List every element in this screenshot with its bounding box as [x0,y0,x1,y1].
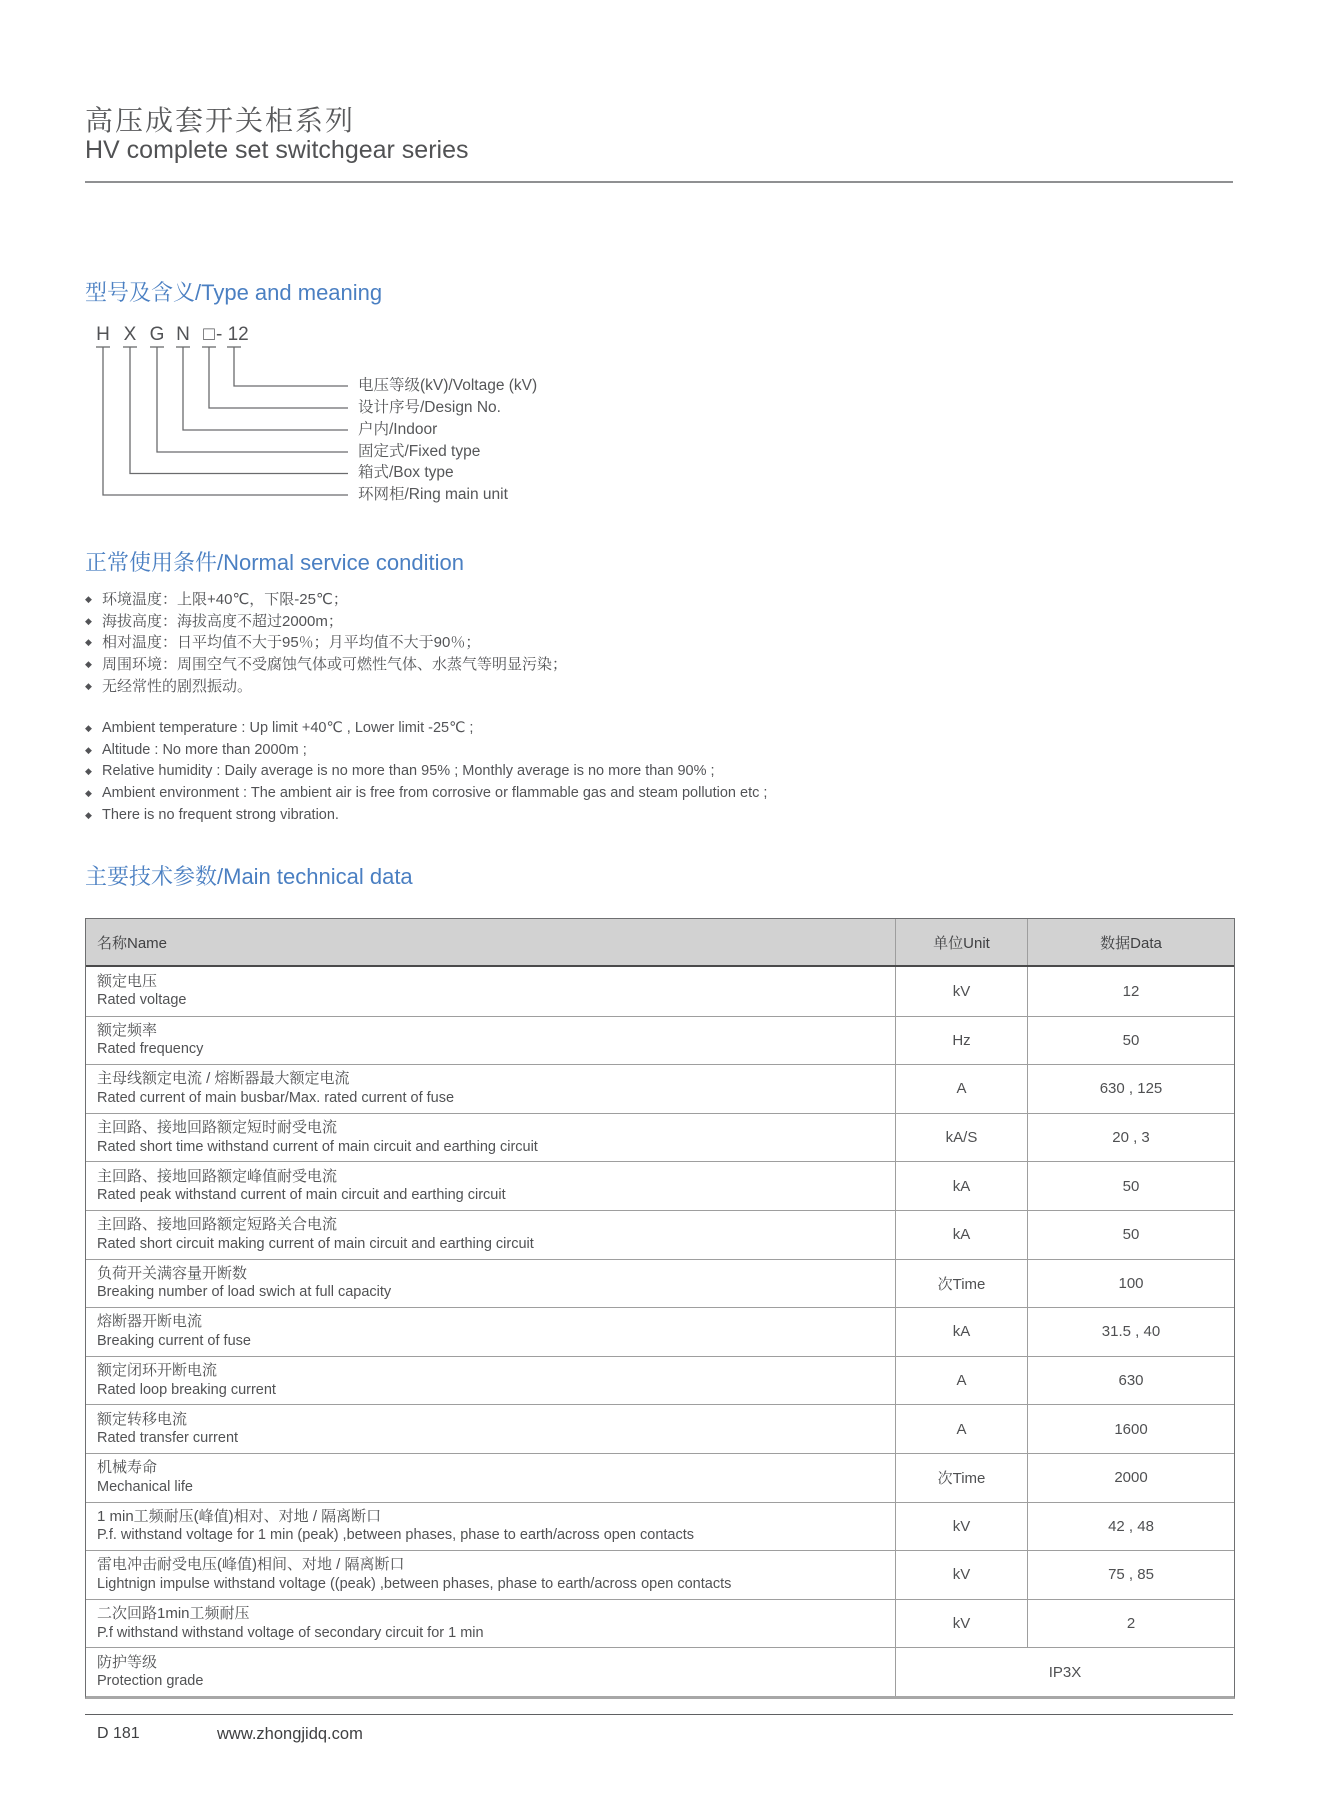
row-value: 100 [1027,1260,1234,1308]
table-row [86,1113,1234,1162]
bullet-item-en: ◆ Relative humidity : Daily average is no more than 95% ; Monthly average is no more than 90% ; [85,761,767,783]
row-unit: kA [895,1162,1027,1210]
row-name-en: Breaking number of load swich at full capacity [97,1284,392,1301]
model-letter-square: □ [203,325,215,345]
table-row [86,1161,1234,1210]
row-name-zh: 额定转移电流 [97,1410,188,1428]
bullet-item-en: ◆ Ambient environment : The ambient air is free from corrosive or flammable gas and steam pollution etc ; [85,783,767,805]
service-conditions-en [85,718,767,827]
row-name-zh: 主母线额定电流 / 熔断器最大额定电流 [97,1070,350,1088]
row-unit: kV [895,1600,1027,1648]
row-value: 50 [1027,1017,1234,1065]
row-name-zh: 主回路、接地回路额定短时耐受电流 [97,1119,338,1137]
section-heading-service-condition: 正常使用条件/Normal service condition [85,550,464,575]
table-row-protection-grade [86,1647,1234,1696]
row-name-en: Rated loop breaking current [97,1381,276,1398]
row-name-zh: 雷电冲击耐受电压(峰值)相间、对地 / 隔离断口 [97,1556,405,1574]
row-unit: Hz [895,1017,1027,1065]
table-row [86,1404,1234,1453]
page-title-en: HV complete set switchgear series [85,136,469,164]
row-name-en: Rated short time withstand current of main circuit and earthing circuit [97,1138,538,1155]
row-name-en: Rated frequency [97,1041,204,1058]
row-name-en: Rated voltage [97,992,187,1009]
section-heading-technical-data: 主要技术参数/Main technical data [85,864,413,889]
table-row [86,967,1234,1016]
bullet-item-zh: ◆ 周围环境：周围空气不受腐蚀气体或可燃性气体、水蒸气等明显污染； [85,654,567,676]
table-row [86,1356,1234,1405]
row-value: 42 , 48 [1027,1503,1234,1551]
bullet-item-en: ◆ Ambient temperature : Up limit +40℃ , Lower limit -25℃ ; [85,718,767,740]
row-name-en: Protection grade [97,1673,204,1690]
header-divider [85,181,1233,183]
table-row [86,1064,1234,1113]
row-unit: 次Time [895,1454,1027,1502]
model-label-design-no: 设计序号/Design No. [358,399,501,416]
model-connector-lines [96,347,348,495]
row-name-en: Rated peak withstand current of main circuit and earthing circuit [97,1187,506,1204]
column-header-data: 数据Data [1027,919,1234,965]
service-conditions-zh [85,589,567,698]
row-value: 20 , 3 [1027,1114,1234,1162]
row-unit: kV [895,967,1027,1016]
row-unit: A [895,1065,1027,1113]
row-name-en: Breaking current of fuse [97,1332,251,1349]
model-letter-g: G [149,325,165,345]
table-row [86,1599,1234,1648]
row-name-zh: 额定闭环开断电流 [97,1362,218,1380]
row-unit: kA/S [895,1114,1027,1162]
table-row [86,1307,1234,1356]
model-label-box: 箱式/Box type [358,464,454,481]
row-name-zh: 二次回路1min工频耐压 [97,1605,250,1623]
row-name-en: P.f. withstand voltage for 1 min (peak) ,between phases, phase to earth/across open contacts [97,1527,694,1544]
row-unit: kA [895,1211,1027,1259]
row-name-zh: 1 min工频耐压(峰值)相对、对地 / 隔离断口 [97,1507,382,1525]
row-unit: kV [895,1503,1027,1551]
table-row [86,1210,1234,1259]
row-value: 12 [1027,967,1234,1016]
row-value: 630 [1027,1357,1234,1405]
row-unit: 次Time [895,1260,1027,1308]
row-unit: A [895,1405,1027,1453]
model-letter-n: N [176,325,190,345]
bullet-item-zh: ◆ 无经常性的剧烈振动。 [85,676,567,698]
row-value: 75 , 85 [1027,1551,1234,1599]
bullet-item-zh: ◆ 环境温度：上限+40℃，下限-25℃； [85,589,567,611]
row-name-zh: 额定电压 [97,972,158,990]
table-row [86,1550,1234,1599]
row-value: 2 [1027,1600,1234,1648]
footer-divider [85,1714,1233,1715]
row-value: 630 , 125 [1027,1065,1234,1113]
column-header-unit: 单位Unit [895,919,1027,965]
row-name-zh: 主回路、接地回路额定峰值耐受电流 [97,1167,338,1185]
model-label-ring-main: 环网柜/Ring main unit [358,486,508,503]
table-row [86,1453,1234,1502]
row-value: 50 [1027,1162,1234,1210]
row-name-zh: 机械寿命 [97,1459,158,1477]
row-name-en: Rated short circuit making current of main circuit and earthing circuit [97,1235,534,1252]
bullet-item-zh: ◆ 海拔高度：海拔高度不超过2000m； [85,611,567,633]
model-suffix-12: - 12 [216,325,249,345]
row-unit: A [895,1357,1027,1405]
bullet-item-en: ◆ Altitude : No more than 2000m ; [85,740,767,762]
row-name-en: Lightnign impulse withstand voltage ((peak) ,between phases, phase to earth/across open contacts [97,1575,732,1592]
row-value: 50 [1027,1211,1234,1259]
model-label-voltage: 电压等级(kV)/Voltage (kV) [358,377,538,394]
model-letter-x: X [123,325,137,345]
section-heading-type-meaning: 型号及含义/Type and meaning [85,280,383,305]
model-label-indoor: 户内/Indoor [358,421,438,438]
table-row [86,1259,1234,1308]
row-value: 1600 [1027,1405,1234,1453]
table-row [86,1502,1234,1551]
row-unit: kV [895,1551,1027,1599]
row-name-zh: 熔断器开断电流 [97,1313,203,1331]
model-letter-h: H [96,325,110,345]
bullet-item-en: ◆ There is no frequent strong vibration. [85,805,767,827]
column-header-name: 名称Name [97,934,168,952]
row-name-zh: 负荷开关满容量开断数 [97,1264,248,1282]
table-row [86,1016,1234,1065]
row-name-en: Mechanical life [97,1478,193,1495]
footer-website: www.zhongjidq.com [217,1725,363,1743]
row-name-zh: 防护等级 [97,1653,158,1671]
row-value-merged: IP3X [895,1648,1234,1696]
technical-data-table [85,918,1235,1699]
row-value: 31.5 , 40 [1027,1308,1234,1356]
row-unit: kA [895,1308,1027,1356]
row-name-en: Rated transfer current [97,1430,239,1447]
row-name-zh: 主回路、接地回路额定短路关合电流 [97,1216,338,1234]
footer-page-number: D 181 [97,1725,140,1742]
page-title-zh: 高压成套开关柜系列 [85,105,356,136]
row-name-en: Rated current of main busbar/Max. rated current of fuse [97,1089,455,1106]
model-label-fixed: 固定式/Fixed type [358,443,481,460]
row-name-zh: 额定频率 [97,1021,158,1039]
row-value: 2000 [1027,1454,1234,1502]
row-name-en: P.f withstand withstand voltage of secondary circuit for 1 min [97,1624,484,1641]
bullet-item-zh: ◆ 相对温度：日平均值不大于95％；月平均值不大于90％； [85,632,567,654]
table-header-row [86,919,1234,967]
